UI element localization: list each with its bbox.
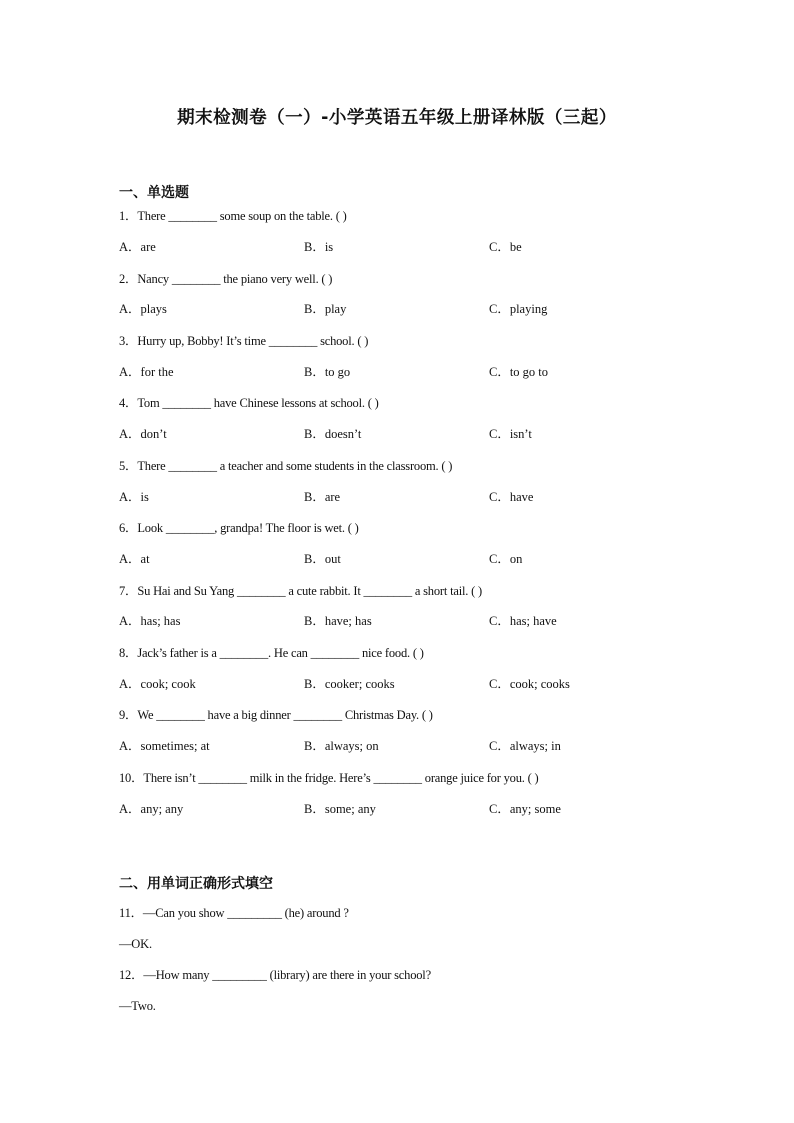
page-title: 期末检测卷（一）-小学英语五年级上册译林版（三起） xyxy=(177,108,617,128)
option-c[interactable]: C．have xyxy=(489,490,534,504)
option-b[interactable]: B．play xyxy=(304,302,347,316)
question-options xyxy=(119,738,719,754)
answer-line: —Two. xyxy=(119,999,156,1013)
question-stem: 4．Tom ________ have Chinese lessons at school. ( ) xyxy=(119,396,379,410)
question-stem: 6．Look ________, grandpa! The floor is wet. ( ) xyxy=(119,521,359,535)
option-c[interactable]: C．to go to xyxy=(489,365,549,379)
option-a[interactable]: A．are xyxy=(119,240,156,254)
option-a[interactable]: A．any; any xyxy=(119,802,184,816)
option-b[interactable]: B．cooker; cooks xyxy=(304,677,395,691)
option-c[interactable]: C．playing xyxy=(489,302,548,316)
question-stem: 9．We ________ have a big dinner ________ Christmas Day. ( ) xyxy=(119,708,433,722)
option-a[interactable]: A．at xyxy=(119,552,150,566)
question-stem: 7．Su Hai and Su Yang ________ a cute rabbit. It ________ a short tail. ( ) xyxy=(119,584,482,598)
option-c[interactable]: C．cook; cooks xyxy=(489,677,570,691)
question-options xyxy=(119,551,719,567)
question-options xyxy=(119,801,719,817)
option-c[interactable]: C．be xyxy=(489,240,522,254)
option-a[interactable]: A．has; has xyxy=(119,614,181,628)
option-b[interactable]: B．out xyxy=(304,552,341,566)
question-stem: 8．Jack’s father is a ________. He can ________ nice food. ( ) xyxy=(119,646,424,660)
question-stem: 11．—Can you show _________ (he) around ? xyxy=(119,906,349,920)
option-a[interactable]: A．is xyxy=(119,490,149,504)
question-options xyxy=(119,489,719,505)
option-a[interactable]: A．for the xyxy=(119,365,174,379)
option-b[interactable]: B．is xyxy=(304,240,334,254)
option-b[interactable]: B．have; has xyxy=(304,614,372,628)
section-heading-fill-blank: 二、用单词正确形式填空 xyxy=(119,876,273,892)
option-b[interactable]: B．doesn’t xyxy=(304,427,362,441)
question-options xyxy=(119,301,719,317)
section-heading-single-choice: 一、单选题 xyxy=(119,185,189,201)
question-options xyxy=(119,613,719,629)
question-options xyxy=(119,239,719,255)
option-a[interactable]: A．sometimes; at xyxy=(119,739,210,753)
question-stem: 12．—How many _________ (library) are there in your school? xyxy=(119,968,431,982)
question-options xyxy=(119,426,719,442)
answer-line: —OK. xyxy=(119,937,152,951)
option-a[interactable]: A．cook; cook xyxy=(119,677,196,691)
question-stem: 10．There isn’t ________ milk in the fridge. Here’s ________ orange juice for you. ( ) xyxy=(119,771,539,785)
option-b[interactable]: B．are xyxy=(304,490,341,504)
option-b[interactable]: B．some; any xyxy=(304,802,376,816)
option-c[interactable]: C．isn’t xyxy=(489,427,532,441)
question-options xyxy=(119,364,719,380)
question-options xyxy=(119,676,719,692)
question-stem: 2．Nancy ________ the piano very well. ( ) xyxy=(119,272,333,286)
question-stem: 5．There ________ a teacher and some students in the classroom. ( ) xyxy=(119,459,453,473)
question-stem: 1．There ________ some soup on the table. ( ) xyxy=(119,209,347,223)
option-a[interactable]: A．plays xyxy=(119,302,167,316)
option-b[interactable]: B．to go xyxy=(304,365,351,379)
option-a[interactable]: A．don’t xyxy=(119,427,167,441)
option-b[interactable]: B．always; on xyxy=(304,739,379,753)
option-c[interactable]: C．has; have xyxy=(489,614,557,628)
option-c[interactable]: C．always; in xyxy=(489,739,561,753)
question-stem: 3．Hurry up, Bobby! It’s time ________ school. ( ) xyxy=(119,334,369,348)
option-c[interactable]: C．any; some xyxy=(489,802,561,816)
option-c[interactable]: C．on xyxy=(489,552,523,566)
